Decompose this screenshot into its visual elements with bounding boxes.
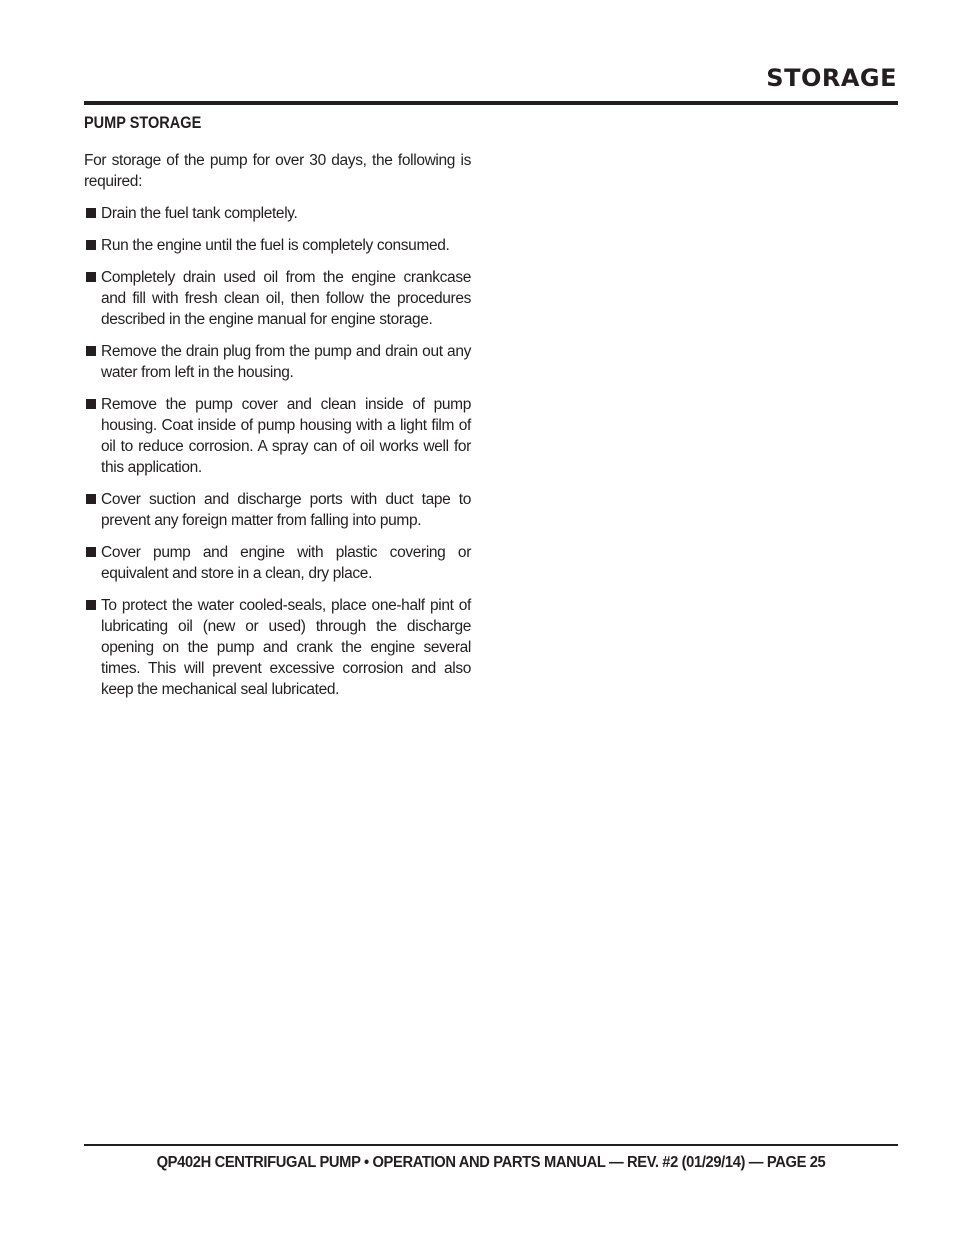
list-item xyxy=(84,203,471,224)
list-item xyxy=(84,341,471,383)
list-item-text: Drain the fuel tank completely. xyxy=(101,205,298,222)
list-item xyxy=(84,595,471,700)
section-body xyxy=(84,150,471,711)
storage-steps-list xyxy=(84,203,471,700)
page-footer: QP402H CENTRIFUGAL PUMP • OPERATION AND PARTS MANUAL — REV. #2 (01/29/14) — PAGE 25 xyxy=(156,1154,826,1171)
bullet-square-icon xyxy=(86,600,96,610)
list-item-text: Cover suction and discharge ports with duct tape to prevent any foreign matter from falling into pump. xyxy=(101,491,471,529)
list-item xyxy=(84,235,471,256)
bullet-square-icon xyxy=(86,547,96,557)
intro-paragraph: For storage of the pump for over 30 days, the following is required: xyxy=(84,152,471,190)
header-divider xyxy=(84,101,898,105)
list-item-text: Remove the drain plug from the pump and drain out any water from left in the housing. xyxy=(101,343,471,381)
page-title: STORAGE xyxy=(766,64,897,92)
bullet-square-icon xyxy=(86,208,96,218)
list-item-text: Run the engine until the fuel is completely consumed. xyxy=(101,237,450,254)
list-item-text: Remove the pump cover and clean inside of pump housing. Coat inside of pump housing with a light film of oil to reduce corrosion. A spray can of oil works well for this application. xyxy=(101,396,471,476)
list-item-text: Cover pump and engine with plastic covering or equivalent and store in a clean, dry place. xyxy=(101,544,471,582)
list-item xyxy=(84,489,471,531)
bullet-square-icon xyxy=(86,272,96,282)
section-title: PUMP STORAGE xyxy=(84,114,202,132)
bullet-square-icon xyxy=(86,399,96,409)
list-item xyxy=(84,394,471,478)
list-item xyxy=(84,542,471,584)
list-item-text: To protect the water cooled-seals, place one-half pint of lubricating oil (new or used) through the discharge opening on the pump and crank the engine several times. This will prevent excessive corrosion and also keep the mechanical seal lubricated. xyxy=(101,597,471,698)
bullet-square-icon xyxy=(86,346,96,356)
bullet-square-icon xyxy=(86,494,96,504)
list-item-text: Completely drain used oil from the engine crankcase and fill with fresh clean oil, then follow the procedures described in the engine manual for engine storage. xyxy=(101,269,471,328)
bullet-square-icon xyxy=(86,240,96,250)
list-item xyxy=(84,267,471,330)
footer-divider xyxy=(84,1144,898,1146)
